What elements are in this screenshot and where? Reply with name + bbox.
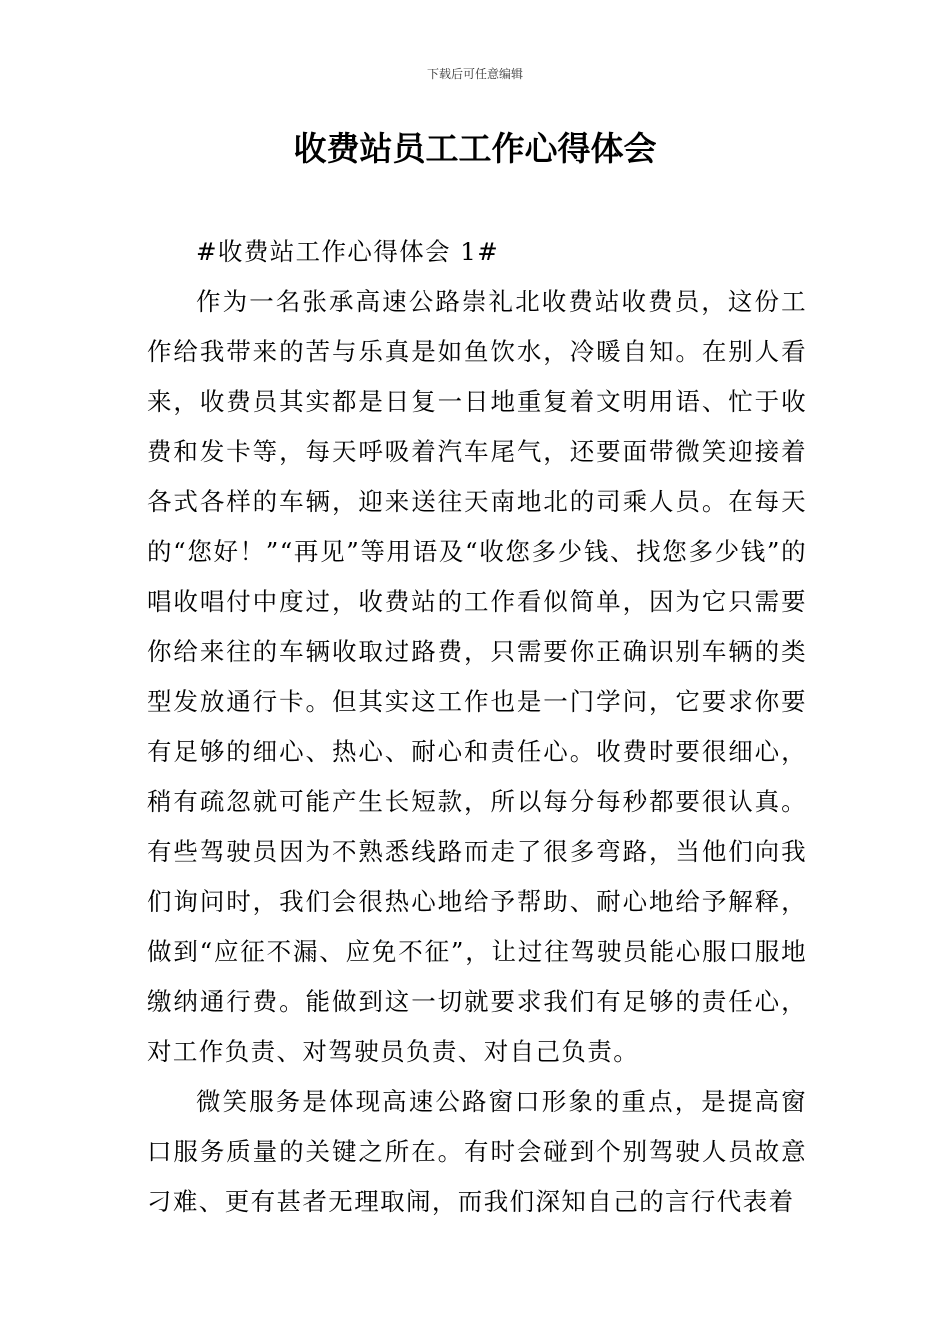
document-title: 收费站员工工作心得体会 bbox=[293, 129, 657, 168]
document-body bbox=[147, 227, 807, 1227]
paragraph: 微笑服务是体现高速公路窗口形象的重点，是提高窗口服务质量的关键之所在。有时会碰到个别驾驶人员故意刁难、更有甚者无理取闹，而我们深知自己的言行代表着 bbox=[147, 1087, 807, 1216]
section-heading: #收费站工作心得体会 1# bbox=[196, 237, 500, 266]
paragraph: 作为一名张承高速公路崇礼北收费站收费员，这份工作给我带来的苦与乐真是如鱼饮水，冷暖自知。在别人看来，收费员其实都是日复一日地重复着文明用语、忙于收费和发卡等，每天呼吸着汽车尾气，还要面带微笑迎接着各式各样的车辆，迎来送往天南地北的司乘人员。在每天的“您好！”“再见”等用语及“收您多少钱、找您多少钱”的唱收唱付中度过，收费站的工作看似简单，因为它只需要你给来往的车辆收取过路费，只需要你正确识别车辆的类型发放通行卡。但其实这工作也是一门学问，它要求你要有足够的细心、热心、耐心和责任心。收费时要很细心，稍有疏忽就可能产生长短款，所以每分每秒都要很认真。有些驾驶员因为不熟悉线路而走了很多弯路，当他们向我们询问时，我们会很热心地给予帮助、耐心地给予解释，做到“应征不漏、应免不征”，让过往驾驶员能心服口服地缴纳通行费。能做到这一切就要求我们有足够的责任心，对工作负责、对驾驶员负责、对自己负责。 bbox=[147, 287, 807, 1066]
header-note: 下载后可任意编辑 bbox=[426, 67, 523, 81]
